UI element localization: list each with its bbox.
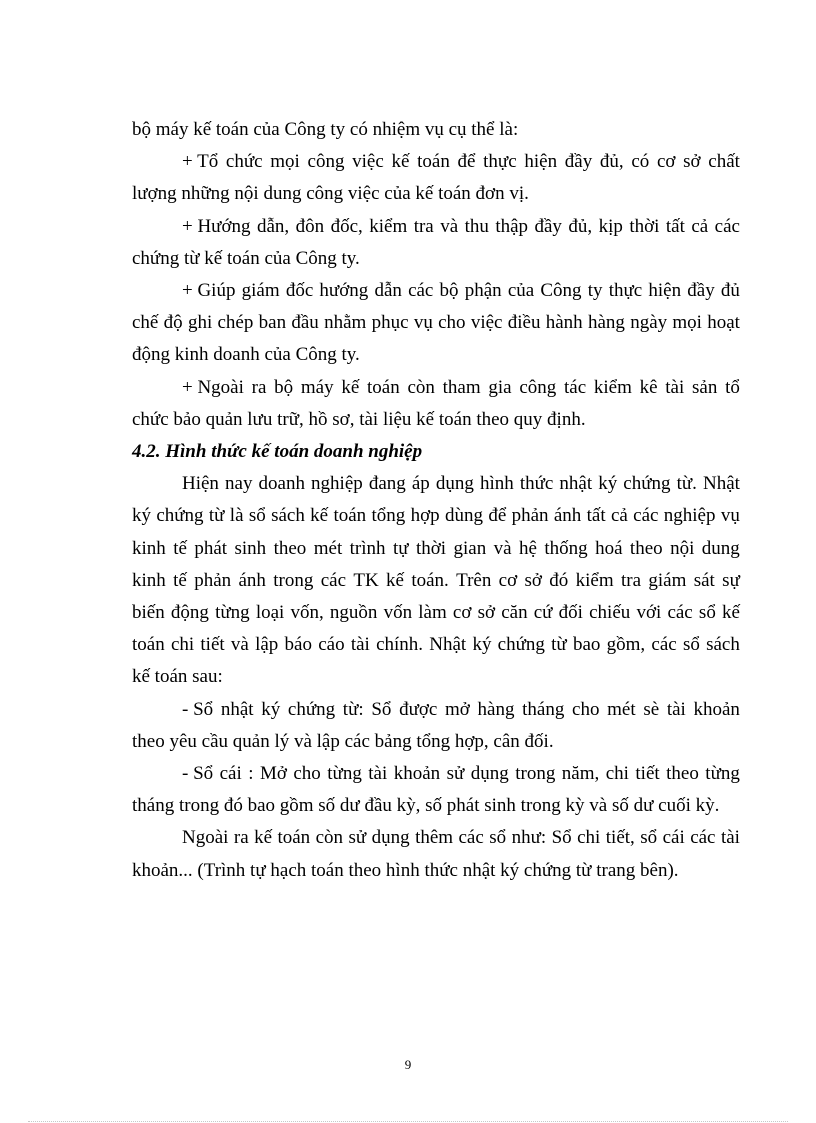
word: nay (225, 473, 253, 495)
word: phục (371, 312, 409, 334)
word: sổ (248, 505, 266, 527)
word: dẫn, (257, 215, 290, 237)
word: vụ (720, 505, 740, 527)
section-heading (132, 436, 740, 468)
word: tiết, (605, 827, 635, 849)
word: khoản... (Trình tự hạch toán theo hình thức nhật ký chứng từ trang bên). (132, 859, 679, 881)
word: ngày (630, 312, 668, 334)
word: đầy (534, 215, 562, 237)
text-line (132, 243, 740, 275)
word: chứng (623, 473, 671, 495)
word: cả (610, 505, 628, 527)
word: công (519, 376, 557, 398)
word: các (690, 827, 716, 849)
word: sử (446, 763, 465, 785)
word: kế toán sau: (132, 666, 223, 688)
word: kiểm (575, 569, 614, 591)
word: đầy (564, 151, 593, 173)
word: Nhật (429, 634, 467, 656)
word: trong (515, 763, 556, 785)
word: Trên (456, 569, 492, 591)
word: đủ, (568, 215, 593, 237)
word: hàng (587, 312, 625, 334)
word: ký (472, 634, 492, 656)
word: bao (572, 634, 601, 656)
word: máy (300, 376, 334, 398)
word: điều (507, 312, 541, 334)
word: có (631, 151, 650, 173)
word: tài (720, 827, 740, 849)
text-line (132, 629, 740, 661)
footer-divider (28, 1121, 788, 1122)
word: đầu (291, 312, 319, 334)
word: và (493, 537, 512, 559)
word: việc (352, 151, 384, 173)
word: tham (442, 376, 481, 398)
word: toán (277, 827, 311, 849)
text-line (132, 500, 740, 532)
word: + Giúp (182, 280, 236, 302)
word: đó (549, 569, 569, 591)
word: tài (665, 376, 685, 398)
word: sổ (640, 827, 658, 849)
word: theo (666, 763, 699, 785)
word: chứng từ kế toán của Công ty. (132, 247, 360, 269)
word: thêm (415, 827, 454, 849)
word: đốc, (330, 215, 363, 237)
word: của (507, 280, 535, 302)
word: chi (577, 827, 601, 849)
word: được (399, 698, 438, 720)
word: các (408, 280, 434, 302)
word: các (458, 827, 484, 849)
word: khoản (693, 698, 740, 720)
word: nguồn (329, 602, 378, 624)
word: chiếu (589, 602, 631, 624)
word: còn (315, 827, 344, 849)
word: cho (438, 312, 466, 334)
word: tra (413, 215, 434, 237)
word: tự (392, 537, 409, 559)
word: động kinh doanh của Công ty. (132, 344, 360, 366)
word: - Sổ (182, 698, 214, 720)
word: mét (313, 537, 343, 559)
word: nhằm (324, 312, 367, 334)
word: theo (629, 537, 663, 559)
text-line (132, 404, 740, 436)
word: đốc (285, 280, 314, 302)
word: sách (271, 505, 305, 527)
text-line (132, 533, 740, 565)
word: khoản (393, 763, 441, 785)
word: tiết (200, 634, 225, 656)
word: theo (273, 537, 307, 559)
word: nhật (559, 473, 593, 495)
word: Công (540, 280, 582, 302)
word: từ (551, 634, 567, 656)
text-line (132, 339, 740, 371)
word: ra (251, 376, 267, 398)
word: chứng (497, 634, 545, 656)
word: từng (215, 602, 250, 624)
text-line (132, 758, 740, 790)
word: chính. (376, 634, 424, 656)
word: giám (241, 280, 280, 302)
word: dụng (371, 827, 410, 849)
word: cái (219, 763, 242, 785)
word: tổ (725, 376, 740, 398)
word: thống (544, 537, 588, 559)
word: năm, (561, 763, 600, 785)
text-line (132, 307, 740, 339)
word: toán (132, 634, 165, 656)
word: cái (662, 827, 685, 849)
word: phận (464, 280, 502, 302)
word: tác (563, 376, 587, 398)
word: cho (572, 698, 600, 720)
word: thời (415, 537, 447, 559)
word: hợp (410, 505, 440, 527)
word: biến (132, 602, 165, 624)
word: tài (368, 763, 388, 785)
word: chép (217, 312, 254, 334)
word: kê (639, 376, 658, 398)
word: kịp (598, 215, 623, 237)
word: nghiệp (663, 505, 716, 527)
word: phát (194, 537, 228, 559)
word: chất (708, 151, 740, 173)
text-line (132, 372, 740, 404)
word: dẫn (374, 280, 402, 302)
word: thức (519, 473, 554, 495)
word: từng (327, 763, 362, 785)
word: ký (598, 473, 618, 495)
word: tài (350, 634, 370, 656)
word: Mở (259, 763, 287, 785)
word: vốn (383, 602, 413, 624)
text-line (132, 726, 740, 758)
word: chứng (287, 698, 336, 720)
word: báo (284, 634, 312, 656)
word: gồm, (606, 634, 646, 656)
word: hướng (319, 280, 369, 302)
word: sự (722, 569, 740, 591)
word: để (457, 151, 476, 173)
word: công (307, 151, 345, 173)
word: như: (511, 827, 547, 849)
word: sở (524, 569, 542, 591)
word: các (651, 634, 677, 656)
word: mét (607, 698, 636, 720)
word: ký (132, 505, 151, 527)
word: phản (194, 569, 232, 591)
word: toán (367, 376, 400, 398)
word: từng (705, 763, 740, 785)
word: ban (258, 312, 287, 334)
word: bộ máy kế toán của Công ty có nhiệm vụ cụ thể là: (132, 119, 519, 140)
word: dung (701, 537, 740, 559)
word: việc (470, 312, 503, 334)
word: chế (132, 312, 159, 334)
word: lập (255, 634, 279, 656)
word: - Sổ (182, 763, 214, 785)
text-line (132, 597, 740, 629)
word: áp (411, 473, 430, 495)
word: tháng (522, 698, 565, 720)
word: Sổ (371, 698, 392, 720)
word: bộ (439, 280, 459, 302)
word: Ngoài (182, 827, 229, 849)
text-line (132, 146, 740, 178)
word: kế (254, 827, 273, 849)
word: ra (233, 827, 249, 849)
word: từ (208, 505, 225, 527)
word: tất (665, 215, 685, 237)
word: chi (605, 763, 629, 785)
word: doanh (258, 473, 305, 495)
word: độ (163, 312, 183, 334)
word: nội (670, 537, 695, 559)
word: đủ (720, 280, 740, 302)
word: đầy (687, 280, 715, 302)
word: thập (495, 215, 529, 237)
word: đang (368, 473, 406, 495)
word: kế (386, 569, 404, 591)
word: còn (407, 376, 435, 398)
word: toán (333, 505, 367, 527)
word: theo yêu cầu quản lý và lập các bảng tổng hợp, cân đối. (132, 730, 554, 752)
word: sổ (682, 634, 700, 656)
word: sản (692, 376, 718, 398)
word: sách (706, 634, 740, 656)
word: cơ (498, 569, 518, 591)
word: ánh (238, 569, 266, 591)
word: chứng (156, 505, 204, 527)
word: + Hướng (182, 215, 251, 237)
word: thu (464, 215, 489, 237)
word: tháng trong đó bao gồm số dư đầu kỳ, số phát sinh trong kỳ và số dư cuối kỳ. (132, 795, 720, 817)
word: hệ (519, 537, 537, 559)
text-line (132, 822, 740, 854)
word: nghiệp (311, 473, 363, 495)
word: trình (349, 537, 386, 559)
word: thực (608, 280, 643, 302)
word: tế (173, 537, 187, 559)
word: sở (683, 151, 701, 173)
word: trong (273, 569, 314, 591)
word: vụ (413, 312, 433, 334)
word: lượng những nội dung công việc của kế toán đơn vị. (132, 183, 529, 205)
word: kiểm (369, 215, 408, 237)
word: dụng (470, 763, 509, 785)
text-line (132, 211, 740, 243)
text-line (132, 468, 740, 500)
word: cơ (452, 602, 472, 624)
word: sổ (698, 602, 716, 624)
word: hoạt (707, 312, 740, 334)
word: gia (488, 376, 512, 398)
word: chi (170, 634, 195, 656)
document-body (132, 114, 740, 887)
word: + Tổ (182, 151, 219, 173)
text-line (132, 114, 740, 146)
word: với (636, 602, 662, 624)
word: ký (261, 698, 281, 720)
word: Sổ (551, 827, 572, 849)
word: kinh (132, 537, 166, 559)
word: hoá (595, 537, 623, 559)
text-line (132, 275, 740, 307)
word: sổ (489, 827, 507, 849)
word: cả (691, 215, 709, 237)
word: đối (558, 602, 583, 624)
word: tổng (371, 505, 406, 527)
word: từ: (342, 698, 364, 720)
word: cơ (656, 151, 676, 173)
word: sở (477, 602, 496, 624)
word: là (229, 505, 244, 527)
word: hàng (477, 698, 515, 720)
word: từ. (676, 473, 697, 495)
word: thực (483, 151, 517, 173)
text-line (132, 565, 740, 597)
text-line (132, 790, 740, 822)
word: và (440, 215, 459, 237)
word: ghi (187, 312, 213, 334)
word: toán (417, 151, 450, 173)
word: hiện (648, 280, 682, 302)
word: và (230, 634, 249, 656)
word: hành (545, 312, 583, 334)
word: TK (353, 569, 379, 591)
word: sinh (234, 537, 267, 559)
text-line (132, 694, 740, 726)
word: kiểm (593, 376, 632, 398)
word: tất (586, 505, 606, 527)
word: nhật (220, 698, 254, 720)
word: các (667, 602, 693, 624)
word: Hiện (182, 473, 219, 495)
word: kế (391, 151, 410, 173)
word: ty (587, 280, 603, 302)
word: tra (620, 569, 642, 591)
page-number: 9 (404, 1057, 412, 1072)
word: làm (418, 602, 447, 624)
word: toán. (411, 569, 449, 591)
word: chức bảo quản lưu trữ, hồ sơ, tài liệu kế toán theo quy định. (132, 408, 586, 430)
word: các (714, 215, 740, 237)
word: mở (445, 698, 470, 720)
word: chức (225, 151, 263, 173)
word: sè (643, 698, 660, 720)
word: dùng (444, 505, 483, 527)
word: kế (722, 602, 740, 624)
word: đủ, (599, 151, 624, 173)
word: tế (173, 569, 187, 591)
word: dụng (435, 473, 474, 495)
word: bộ (274, 376, 294, 398)
word: hình (479, 473, 514, 495)
word: Nhật (703, 473, 740, 495)
word: ánh (553, 505, 582, 527)
word: sát (693, 569, 715, 591)
word: tài (666, 698, 686, 720)
word: đôn (295, 215, 325, 237)
word: sử (348, 827, 367, 849)
word: : (248, 763, 254, 785)
word: + Ngoài (182, 376, 244, 398)
word: phản (511, 505, 549, 527)
word: vốn, (290, 602, 324, 624)
word: để (488, 505, 507, 527)
text-line (132, 178, 740, 210)
word: giám (648, 569, 687, 591)
word: loại (255, 602, 285, 624)
word: hiện (524, 151, 558, 173)
word: cứ (533, 602, 553, 624)
word: mọi (270, 151, 300, 173)
word: tiết (635, 763, 660, 785)
word: các (633, 505, 659, 527)
word: gian (453, 537, 487, 559)
text-line (132, 855, 740, 887)
word: kinh (132, 569, 166, 591)
word: 4.2. Hình thức kế toán doanh nghiệp (132, 441, 423, 463)
word: động (170, 602, 209, 624)
word: cáo (318, 634, 345, 656)
text-line (132, 661, 740, 693)
word: thời (629, 215, 660, 237)
word: cho (293, 763, 321, 785)
word: căn (501, 602, 528, 624)
word: kế (310, 505, 329, 527)
word: các (320, 569, 347, 591)
word: mọi (672, 312, 702, 334)
word: kế (341, 376, 360, 398)
